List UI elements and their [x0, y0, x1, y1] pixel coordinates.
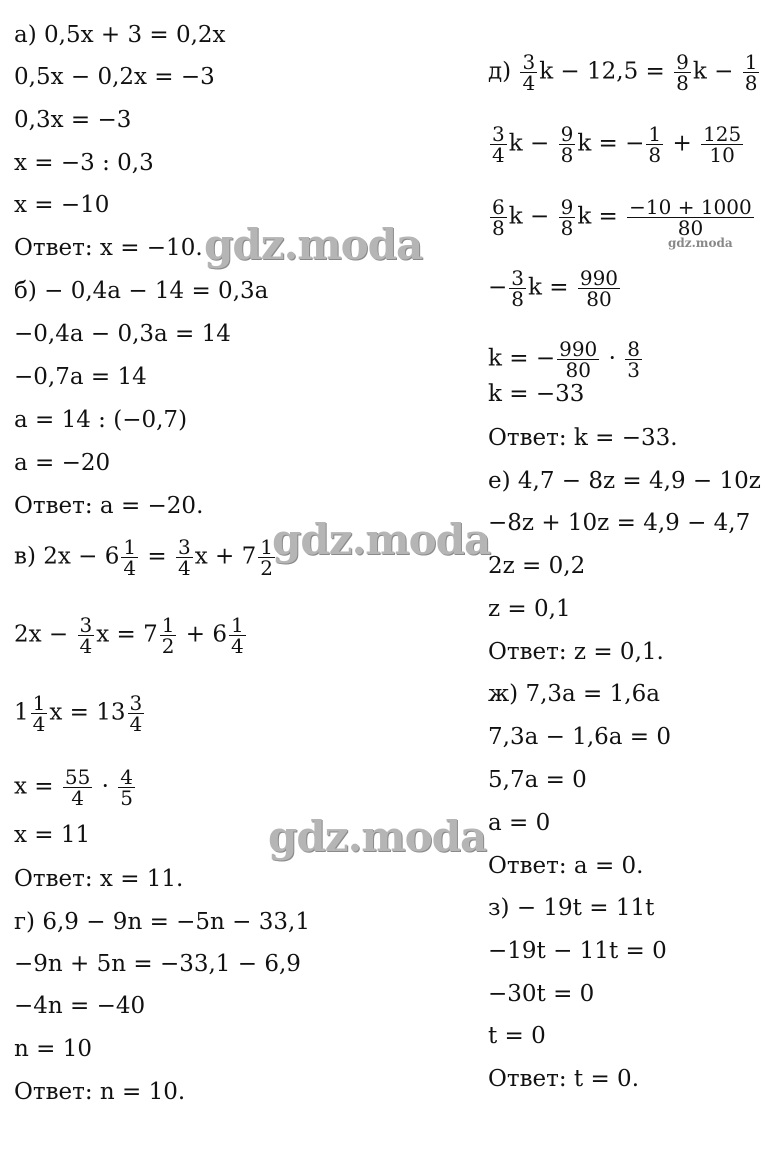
eq-v-l2-prefix: 2x −	[14, 621, 76, 648]
denominator: 4	[231, 634, 244, 658]
eq-e-line-4: z = 0,1	[488, 596, 571, 622]
numerator: 3	[492, 122, 505, 146]
eq-b-line-3: −0,7a = 14	[14, 364, 147, 390]
fraction	[520, 52, 537, 93]
eq-d-l2-after2: +	[665, 130, 700, 157]
eq-a-line-2: 0,5x − 0,2x = −3	[14, 64, 215, 90]
eq-z-line-1: з) − 19t = 11t	[488, 895, 655, 921]
numerator: 125	[703, 122, 742, 146]
eq-g-line-1: г) 6,9 − 9n = −5n − 33,1	[14, 909, 310, 935]
denominator: 8	[648, 143, 662, 167]
eq-v-l1-mid: =	[140, 543, 175, 570]
eq-d-l4-prefix: −	[488, 274, 508, 301]
eq-d-line-4	[488, 268, 622, 309]
eq-e-line-1: е) 4,7 − 8z = 4,9 − 10z	[488, 468, 761, 494]
eq-d-l3-mid: k −	[508, 203, 557, 230]
numerator: 9	[676, 50, 689, 74]
denominator: 4	[123, 556, 137, 580]
eq-z-line-4: t = 0	[488, 1023, 546, 1049]
fraction	[121, 537, 138, 578]
eq-zh-line-4: a = 0	[488, 810, 551, 836]
denominator: 4	[492, 143, 505, 167]
fraction	[490, 124, 507, 165]
denominator: 8	[560, 216, 574, 240]
denominator: 4	[129, 712, 143, 736]
eq-zh-answer: Ответ: a = 0.	[488, 853, 644, 879]
eq-d-l5-mid: ·	[601, 345, 624, 372]
eq-b-answer: Ответ: a = −20.	[14, 493, 204, 519]
numerator: 6	[492, 195, 505, 219]
denominator: 10	[709, 143, 735, 167]
eq-z-line-3: −30t = 0	[488, 981, 595, 1007]
eq-v-line-1	[14, 537, 277, 578]
fraction	[490, 197, 507, 238]
eq-b-line-1: б) − 0,4a − 14 = 0,3a	[14, 278, 269, 304]
eq-b-line-5: a = −20	[14, 450, 111, 476]
fraction	[625, 339, 642, 380]
numerator: 990	[579, 266, 619, 290]
fraction	[176, 537, 193, 578]
numerator: 1	[123, 535, 137, 559]
eq-zh-line-1: ж) 7,3a = 1,6a	[488, 681, 660, 707]
eq-d-l1-prefix: д)	[488, 58, 519, 85]
fraction	[557, 339, 599, 380]
eq-b-line-2: −0,4a − 0,3a = 14	[14, 321, 231, 347]
denominator: 8	[744, 71, 758, 95]
numerator: 1	[260, 535, 273, 559]
denominator: 4	[178, 556, 191, 580]
denominator: 5	[120, 786, 133, 810]
numerator: 55	[64, 765, 91, 789]
eq-d-line-2	[488, 124, 745, 165]
eq-g-line-4: n = 10	[14, 1036, 92, 1062]
eq-v-l4-prefix: x =	[14, 773, 61, 800]
eq-e-answer: Ответ: z = 0,1.	[488, 639, 664, 665]
denominator: 80	[586, 287, 612, 311]
numerator: 3	[178, 535, 191, 559]
numerator: 4	[120, 765, 133, 789]
denominator: 4	[32, 712, 46, 736]
eq-a-line-4: x = −3 : 0,3	[14, 150, 154, 176]
fraction	[160, 615, 177, 656]
eq-d-l1-mid: k − 12,5 =	[539, 58, 673, 85]
denominator: 4	[522, 71, 536, 95]
numerator: 3	[522, 50, 536, 74]
watermark-small: gdz.moda	[668, 236, 733, 250]
fraction	[118, 767, 135, 808]
fraction	[701, 124, 743, 165]
numerator: 1	[231, 613, 244, 637]
eq-d-line-3	[488, 197, 756, 238]
numerator: 1	[161, 613, 175, 637]
eq-zh-line-3: 5,7a = 0	[488, 767, 587, 793]
eq-a-line-1: а) 0,5x + 3 = 0,2x	[14, 22, 226, 48]
eq-v-line-4	[14, 767, 137, 808]
eq-d-l2-after: k = −	[577, 130, 645, 157]
fraction	[229, 615, 246, 656]
fraction	[31, 693, 48, 734]
watermark-1: gdz.moda	[204, 220, 423, 269]
eq-d-l2-mid: k −	[508, 130, 557, 157]
denominator: 3	[627, 358, 640, 382]
eq-z-line-2: −19t − 11t = 0	[488, 938, 667, 964]
denominator: 2	[260, 556, 273, 580]
eq-v-l3-prefix: 1	[14, 699, 29, 726]
fraction	[559, 124, 576, 165]
eq-v-l3-mid: x = 13	[49, 699, 126, 726]
watermark-2: gdz.moda	[272, 515, 491, 564]
eq-g-answer: Ответ: n = 10.	[14, 1079, 186, 1105]
numerator: 9	[560, 195, 574, 219]
eq-a-line-3: 0,3x = −3	[14, 107, 132, 133]
numerator: −10 + 1000	[629, 195, 752, 219]
denominator: 4	[71, 786, 84, 810]
watermark-3: gdz.moda	[268, 812, 487, 861]
numerator: 990	[559, 337, 598, 361]
denominator: 80	[677, 216, 704, 240]
numerator: 3	[511, 266, 525, 290]
eq-d-line-5	[488, 339, 644, 380]
eq-g-line-2: −9n + 5n = −33,1 − 6,9	[14, 951, 301, 977]
eq-d-line-1	[488, 52, 761, 93]
denominator: 8	[560, 143, 574, 167]
numerator: 1	[744, 50, 758, 74]
denominator: 2	[161, 634, 175, 658]
denominator: 8	[676, 71, 689, 95]
fraction	[509, 268, 526, 309]
fraction	[578, 268, 620, 309]
fraction	[128, 693, 145, 734]
eq-z-answer: Ответ: t = 0.	[488, 1066, 640, 1092]
numerator: 9	[560, 122, 574, 146]
fraction	[743, 52, 760, 93]
eq-d-l1-after: k −	[692, 58, 741, 85]
eq-v-l1-prefix: в) 2x − 6	[14, 543, 120, 570]
eq-e-line-3: 2z = 0,2	[488, 553, 586, 579]
denominator: 4	[79, 634, 93, 658]
eq-v-answer: Ответ: x = 11.	[14, 866, 184, 892]
eq-v-l4-mid: ·	[94, 773, 117, 800]
eq-a-line-5: x = −10	[14, 192, 110, 218]
fraction	[63, 767, 92, 808]
numerator: 3	[129, 691, 143, 715]
eq-v-l2-mid: x = 7	[96, 621, 158, 648]
numerator: 3	[79, 613, 93, 637]
eq-v-line-2	[14, 615, 248, 656]
eq-v-line-3	[14, 693, 146, 734]
fraction	[559, 197, 576, 238]
denominator: 80	[565, 358, 591, 382]
eq-e-line-2: −8z + 10z = 4,9 − 4,7	[488, 510, 751, 536]
fraction	[674, 52, 691, 93]
eq-zh-line-2: 7,3a − 1,6a = 0	[488, 724, 672, 750]
eq-b-line-4: a = 14 : (−0,7)	[14, 407, 188, 433]
eq-d-l5-prefix: k = −	[488, 345, 556, 372]
numerator: 8	[627, 337, 640, 361]
eq-d-line-6: k = −33	[488, 381, 585, 407]
eq-d-l4-mid: k =	[528, 274, 576, 301]
fraction	[627, 197, 754, 238]
eq-g-line-3: −4n = −40	[14, 993, 146, 1019]
eq-v-l1-after: x + 7	[194, 543, 257, 570]
fraction	[646, 124, 663, 165]
denominator: 8	[492, 216, 505, 240]
eq-d-l3-after: k =	[577, 203, 626, 230]
eq-v-l2-after: + 6	[178, 621, 227, 648]
numerator: 1	[648, 122, 662, 146]
numerator: 1	[32, 691, 46, 715]
denominator: 8	[511, 287, 525, 311]
eq-d-answer: Ответ: k = −33.	[488, 425, 678, 451]
eq-a-answer: Ответ: x = −10.	[14, 235, 203, 261]
fraction	[78, 615, 95, 656]
eq-v-line-5: x = 11	[14, 822, 91, 848]
